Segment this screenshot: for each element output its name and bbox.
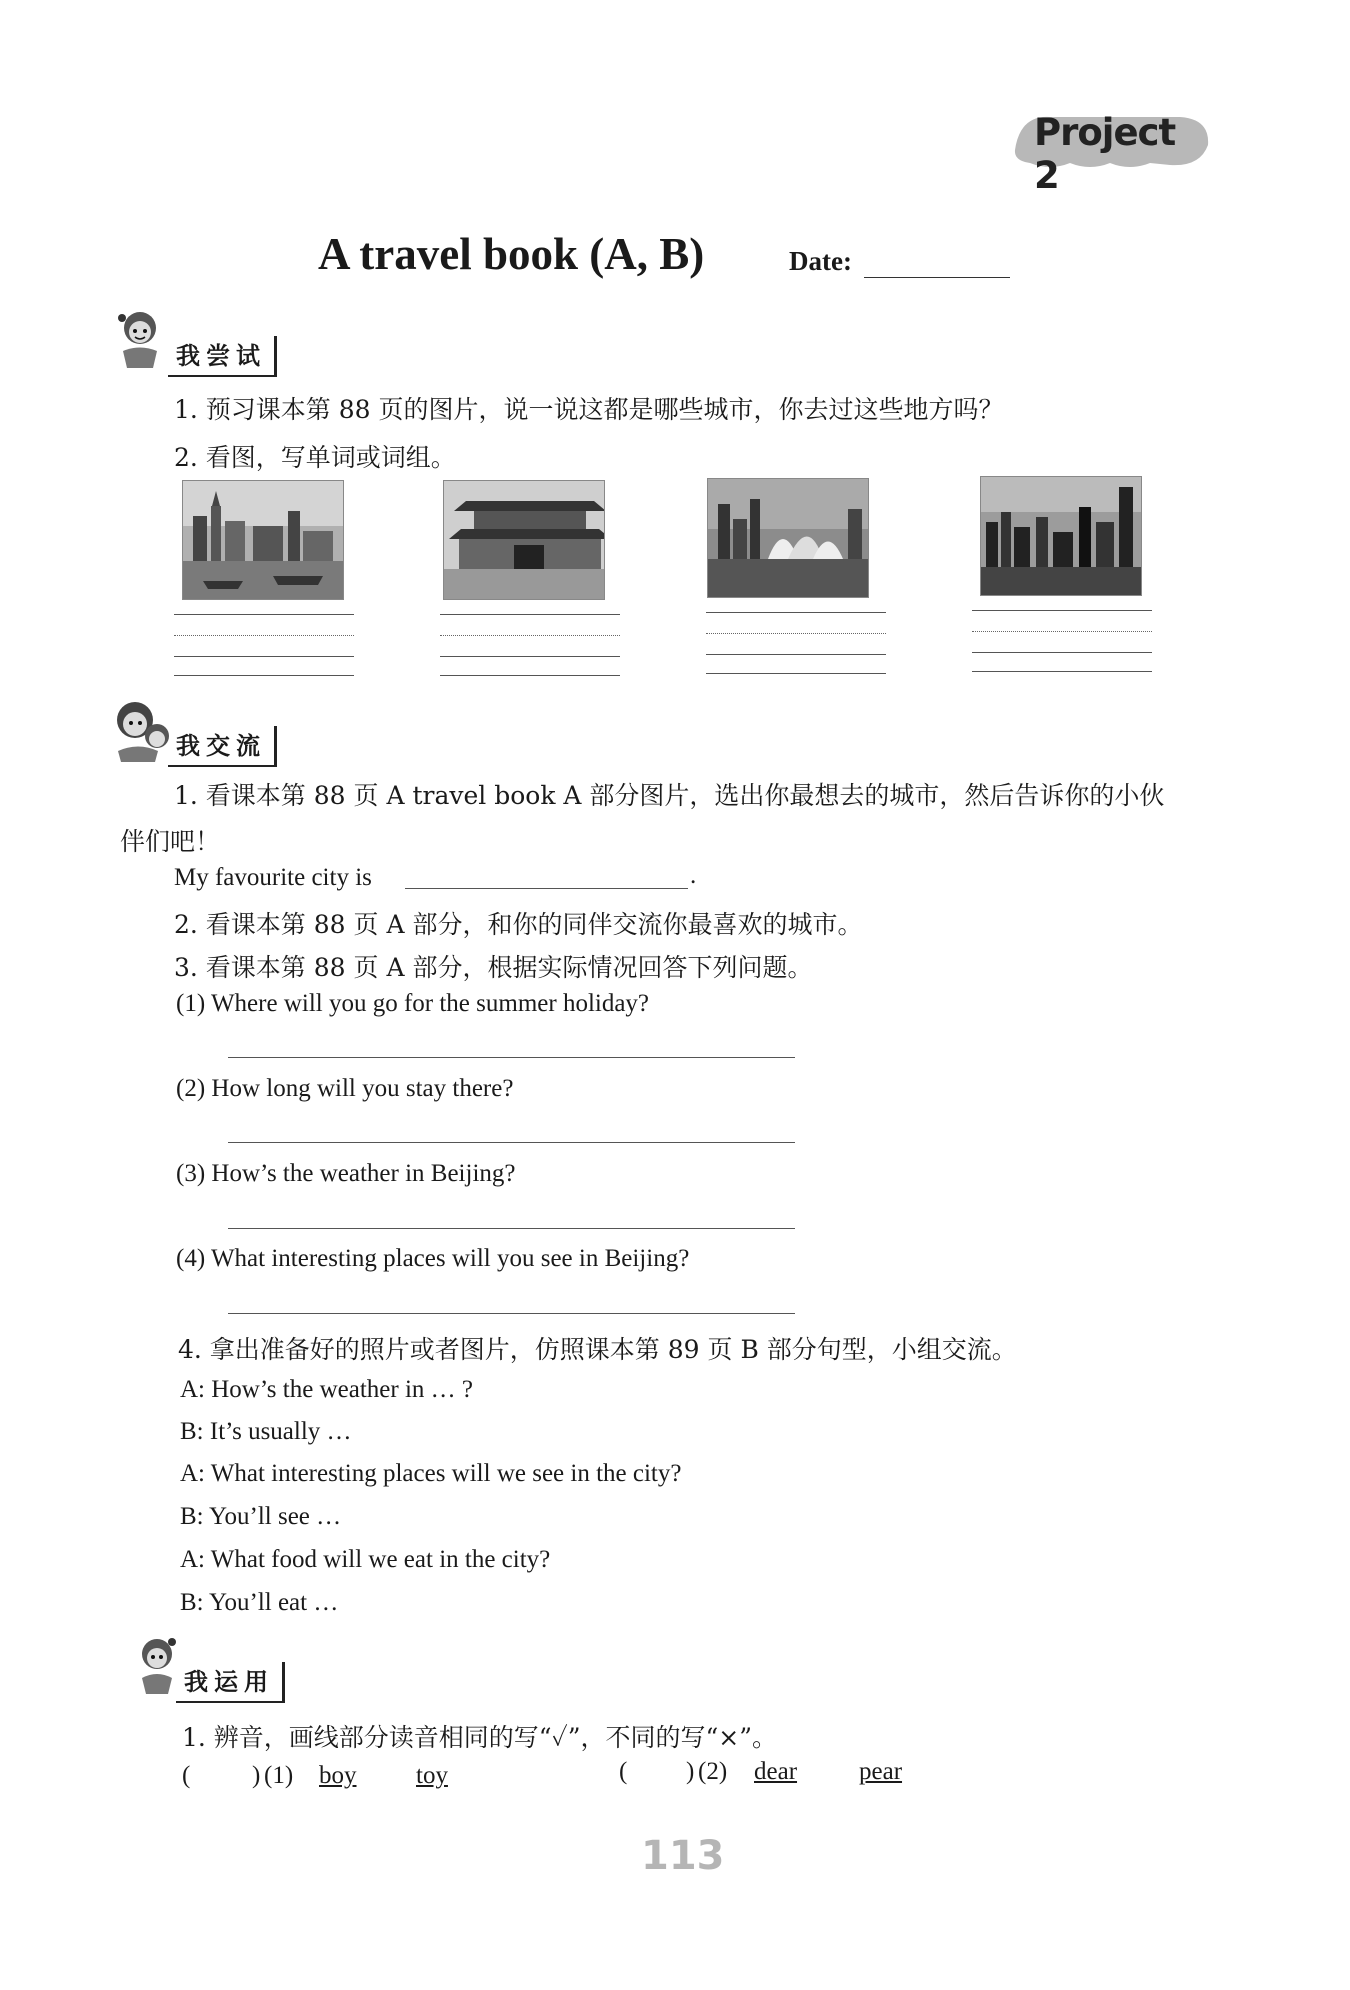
city-picture-sydney [707,478,869,598]
answer-paren-open[interactable]: ( [182,1762,191,1789]
write-line[interactable] [706,673,886,674]
exchange-item-1-cont: 伴们吧！ [120,827,221,856]
city-picture-hongkong [980,476,1142,596]
question-3: (3) How’s the weather in Beijing? [176,1160,516,1187]
answer-line-4[interactable] [228,1313,795,1314]
project-banner [1010,105,1210,197]
page-title: A travel book (A, B) [318,229,705,279]
exchange-item-4: 4. 拿出准备好的照片或者图片，仿照课本第 89 页 B 部分句型，小组交流。 [178,1335,1017,1364]
page-number: 113 [641,1833,725,1879]
answer-paren-close[interactable]: ) [252,1762,261,1789]
write-line-dotted [440,635,620,636]
answer-paren-open[interactable]: ( [619,1758,628,1785]
question-2: (2) How long will you stay there? [176,1075,514,1102]
q2-number: (2) [698,1758,728,1785]
write-line[interactable] [706,654,886,655]
write-line[interactable] [972,671,1152,672]
dialogue-line: A: How’s the weather in … ? [180,1376,473,1403]
answer-line-3[interactable] [228,1228,795,1229]
dialogue-line: A: What interesting places will we see in the city? [180,1460,682,1487]
q1-word-1: boy [319,1762,357,1789]
write-line[interactable] [440,675,620,676]
section-try-title: 我尝试 [168,336,277,377]
favourite-city-period: . [690,862,697,889]
question-1: (1) Where will you go for the summer holiday? [176,990,650,1017]
exchange-item-2: 2. 看课本第 88 页 A 部分，和你的同伴交流你最喜欢的城市。 [174,910,863,939]
q1-number: (1) [264,1762,294,1789]
q2-word-1: dear [754,1758,798,1785]
write-line-dotted [972,631,1152,632]
answer-line-1[interactable] [228,1057,795,1058]
girl-mascot-icon [113,306,168,370]
favourite-city-blank[interactable] [405,888,688,889]
answer-paren-close[interactable]: ) [686,1758,695,1785]
city-picture-shanghai [182,480,344,600]
answer-line-2[interactable] [228,1142,795,1143]
exchange-item-3: 3. 看课本第 88 页 A 部分，根据实际情况回答下列问题。 [174,953,813,982]
write-line-dotted [706,633,886,634]
kids-mascot-icon [113,696,168,760]
section-exchange-title: 我交流 [168,726,277,767]
write-line[interactable] [174,614,354,615]
project-label: Project 2 [1034,111,1176,197]
write-line[interactable] [174,675,354,676]
dialogue-line: B: It’s usually … [180,1418,352,1445]
exchange-item-1: 1. 看课本第 88 页 A travel book A 部分图片，选出你最想去的城市，然后告诉你的小伙 [174,781,1165,810]
write-line[interactable] [972,652,1152,653]
favourite-city-prompt: My favourite city is [174,864,372,891]
try-item-2: 2. 看图，写单词或词组。 [174,443,456,472]
write-line[interactable] [440,614,620,615]
write-line[interactable] [174,656,354,657]
dialogue-line: B: You’ll see … [180,1503,342,1530]
write-line-dotted [174,635,354,636]
write-line[interactable] [440,656,620,657]
date-label: Date: [789,246,852,276]
dialogue-line: B: You’ll eat … [180,1589,339,1616]
write-line[interactable] [706,612,886,613]
dialogue-line: A: What food will we eat in the city? [180,1546,551,1573]
apply-item-1: 1. 辨音，画线部分读音相同的写“✓”，不同的写“×”。 [182,1723,777,1752]
write-line[interactable] [972,610,1152,611]
section-apply-title: 我运用 [176,1662,285,1703]
question-4: (4) What interesting places will you see in Beijing? [176,1245,690,1272]
date-blank[interactable] [864,277,1010,278]
city-picture-beijing [443,480,605,600]
try-item-1: 1. 预习课本第 88 页的图片，说一说这都是哪些城市，你去过这些地方吗？ [174,395,1004,424]
q2-word-2: pear [859,1758,903,1785]
q1-word-2: toy [416,1762,448,1789]
